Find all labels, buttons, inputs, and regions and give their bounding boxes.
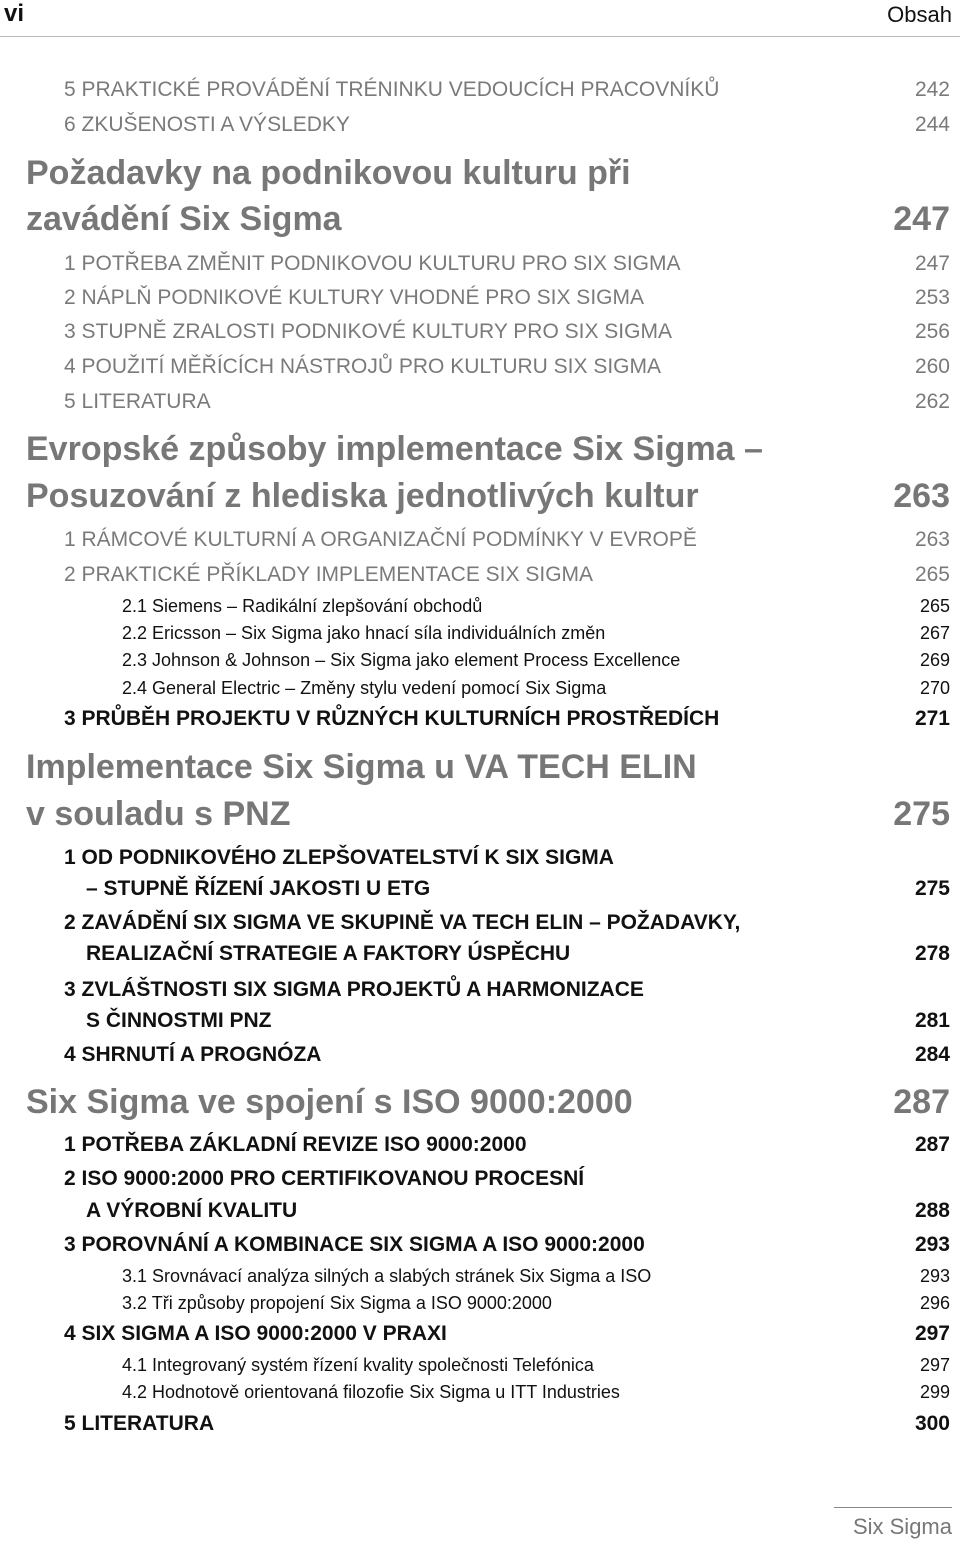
toc-subentry[interactable]: 2.4 General Electric – Změny stylu vedení pomocí Six Sigma 270 [122, 678, 950, 698]
chapter-title[interactable]: Požadavky na podnikovou kulturu při [26, 154, 631, 192]
running-header: Obsah [887, 2, 952, 27]
toc-subentry[interactable]: 2.1 Siemens – Radikální zlepšování obchodů 265 [122, 596, 950, 616]
toc-entry[interactable]: 1 POTŘEBA ZMĚNIT PODNIKOVOU KULTURU PRO SIX SIGMA 247 [64, 252, 950, 275]
toc-entry[interactable]: 2 NÁPLŇ PODNIKOVÉ KULTURY VHODNÉ PRO SIX SIGMA 253 [64, 286, 950, 309]
toc-entry[interactable]: 4 SIX SIGMA A ISO 9000:2000 V PRAXI 297 [64, 1322, 950, 1345]
toc-entry[interactable]: 1 RÁMCOVÉ KULTURNÍ A ORGANIZAČNÍ PODMÍNKY V EVROPĚ 263 [64, 528, 950, 551]
toc-subentry[interactable]: 3.1 Srovnávací analýza silných a slabých stránek Six Sigma a ISO 293 [122, 1266, 950, 1286]
toc-subentry[interactable]: 4.2 Hodnotově orientovaná filozofie Six Sigma u ITT Industries 299 [122, 1382, 950, 1402]
toc-entry[interactable]: 4 POUŽITÍ MĚŘÍCÍCH NÁSTROJŮ PRO KULTURU SIX SIGMA 260 [64, 355, 950, 378]
toc-entry[interactable]: 5 PRAKTICKÉ PROVÁDĚNÍ TRÉNINKU VEDOUCÍCH PRACOVNÍKŮ 242 [64, 78, 950, 101]
toc-entry[interactable]: 2 PRAKTICKÉ PŘÍKLADY IMPLEMENTACE SIX SIGMA 265 [64, 563, 950, 586]
chapter-title[interactable]: Implementace Six Sigma u VA TECH ELIN [26, 748, 697, 786]
toc-entry[interactable]: 3 PRŮBĚH PROJEKTU V RŮZNÝCH KULTURNÍCH PROSTŘEDÍCH 271 [64, 707, 950, 730]
chapter-title[interactable]: Six Sigma ve spojení s ISO 9000:2000 287 [26, 1083, 950, 1121]
header-divider [0, 36, 960, 37]
chapter-title[interactable]: v souladu s PNZ 275 [26, 795, 950, 833]
toc-entry-continuation[interactable]: REALIZAČNÍ STRATEGIE A FAKTORY ÚSPĚCHU 278 [86, 942, 950, 965]
toc-entry[interactable]: 2 ZAVÁDĚNÍ SIX SIGMA VE SKUPINĚ VA TECH ELIN – POŽADAVKY, [64, 911, 741, 934]
toc-subentry[interactable]: 2.3 Johnson & Johnson – Six Sigma jako element Process Excellence 269 [122, 650, 950, 670]
toc-entry[interactable]: 3 ZVLÁŠTNOSTI SIX SIGMA PROJEKTŮ A HARMONIZACE [64, 978, 644, 1001]
toc-entry[interactable]: 6 ZKUŠENOSTI A VÝSLEDKY 244 [64, 113, 950, 136]
toc-subentry[interactable]: 2.2 Ericsson – Six Sigma jako hnací síla individuálních změn 267 [122, 623, 950, 643]
running-footer: Six Sigma [852, 1514, 952, 1539]
toc-entry[interactable]: 1 POTŘEBA ZÁKLADNÍ REVIZE ISO 9000:2000 287 [64, 1133, 950, 1156]
toc-entry[interactable]: 4 SHRNUTÍ A PROGNÓZA 284 [64, 1043, 950, 1066]
toc-entry[interactable]: 1 OD PODNIKOVÉHO ZLEPŠOVATELSTVÍ K SIX SIGMA [64, 846, 614, 869]
chapter-title[interactable]: Evropské způsoby implementace Six Sigma – [26, 430, 763, 468]
chapter-title[interactable]: zavádění Six Sigma 247 [26, 200, 950, 238]
toc-entry[interactable]: 3 POROVNÁNÍ A KOMBINACE SIX SIGMA A ISO 9000:2000 293 [64, 1233, 950, 1256]
toc-entry-continuation[interactable]: – STUPNĚ ŘÍZENÍ JAKOSTI U ETG 275 [86, 877, 950, 900]
page-number: vi [4, 0, 25, 27]
toc-entry[interactable]: 5 LITERATURA 262 [64, 390, 950, 413]
toc-entry[interactable]: 5 LITERATURA 300 [64, 1412, 950, 1435]
chapter-title[interactable]: Posuzování z hlediska jednotlivých kultur 263 [26, 477, 950, 515]
toc-subentry[interactable]: 3.2 Tři způsoby propojení Six Sigma a ISO 9000:2000 296 [122, 1293, 950, 1313]
toc-entry-continuation[interactable]: A VÝROBNÍ KVALITU 288 [86, 1199, 950, 1222]
toc-entry[interactable]: 2 ISO 9000:2000 PRO CERTIFIKOVANOU PROCESNÍ [64, 1167, 585, 1190]
footer-divider [834, 1507, 952, 1508]
toc-entry-continuation[interactable]: S ČINNOSTMI PNZ 281 [86, 1009, 950, 1032]
toc-entry[interactable]: 3 STUPNĚ ZRALOSTI PODNIKOVÉ KULTURY PRO SIX SIGMA 256 [64, 320, 950, 343]
toc-subentry[interactable]: 4.1 Integrovaný systém řízení kvality společnosti Telefónica 297 [122, 1355, 950, 1375]
